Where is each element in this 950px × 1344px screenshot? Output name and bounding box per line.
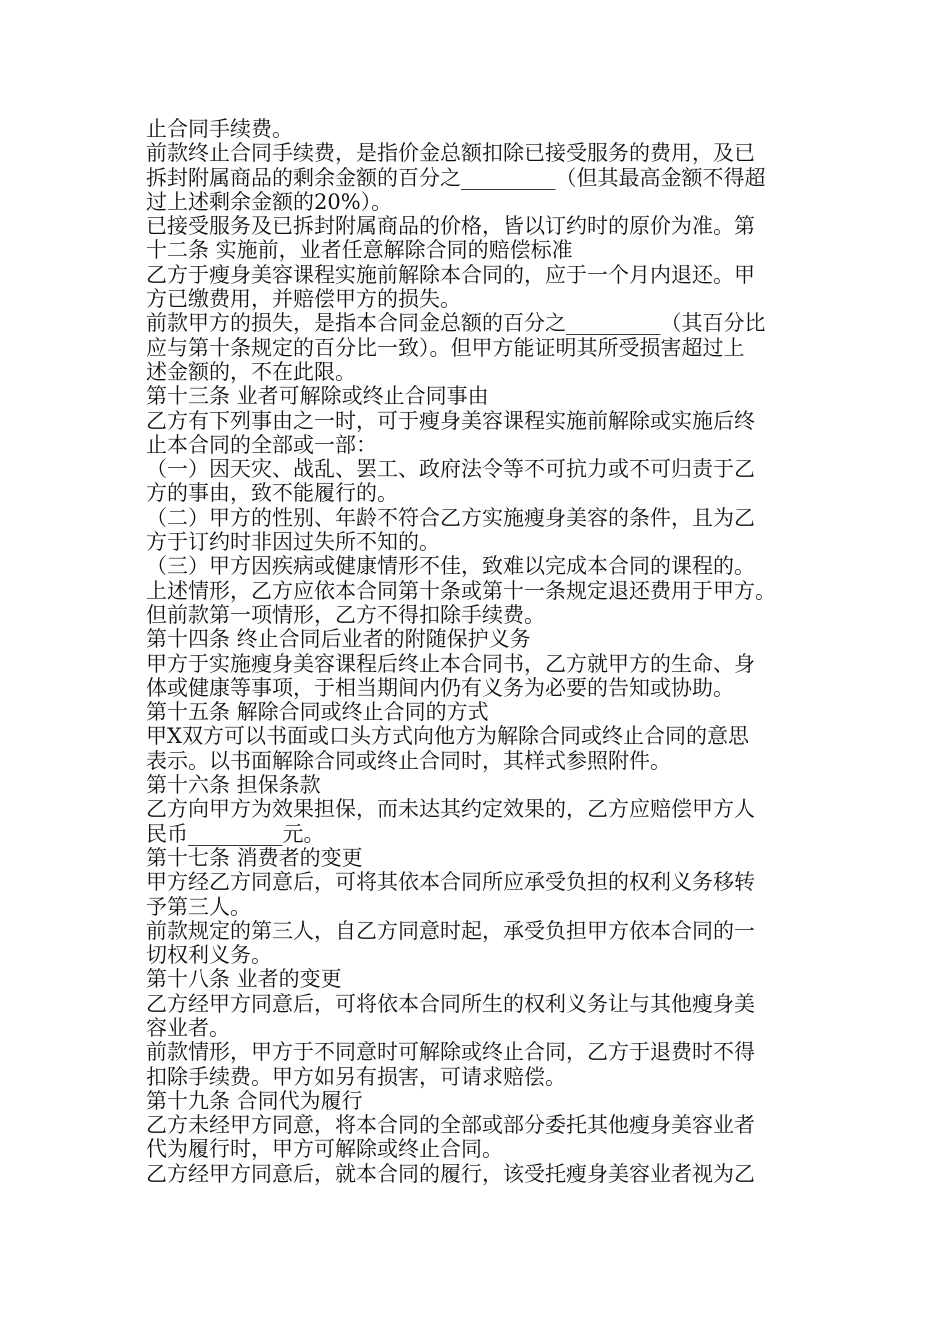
document-text-line: 方于订约时非因过失所不知的。 xyxy=(146,530,440,555)
document-text-line: 第十七条 消费者的变更 xyxy=(146,845,363,870)
document-text-line: 前款甲方的损失，是指本合同金总额的百分之_________（其百分比 xyxy=(146,311,766,336)
document-text-line: 前款规定的第三人，自乙方同意时起，承受负担甲方依本合同的一 xyxy=(146,918,755,943)
document-text-line: 第十九条 合同代为履行 xyxy=(146,1088,363,1113)
document-body xyxy=(146,117,822,1186)
document-text-line: 应与第十条规定的百分比一致）。但甲方能证明其所受损害超过上 xyxy=(146,335,745,360)
document-text-line: 予第三人。 xyxy=(146,894,251,919)
document-text-line: 方的事由，致不能履行的。 xyxy=(146,481,398,506)
document-text-line: 十二条 实施前，业者任意解除合同的赔偿标准 xyxy=(146,238,573,263)
document-text-line: 过上述剩余金额的20%）。 xyxy=(146,189,393,214)
document-text-line: 切权利义务。 xyxy=(146,943,272,968)
document-text-line: 方已缴费用，并赔偿甲方的损失。 xyxy=(146,287,461,312)
document-text-line: 乙方向甲方为效果担保，而未达其约定效果的，乙方应赔偿甲方人 xyxy=(146,797,755,822)
document-text-line: 扣除手续费。甲方如另有损害，可请求赔偿。 xyxy=(146,1064,566,1089)
document-text-line: 已接受服务及已拆封附属商品的价格，皆以订约时的原价为准。第 xyxy=(146,214,755,239)
document-text-line: 第十五条 解除合同或终止合同的方式 xyxy=(146,700,489,725)
document-text-line: 代为履行时，甲方可解除或终止合同。 xyxy=(146,1137,503,1162)
document-text-line: 止合同手续费。 xyxy=(146,117,293,141)
document-text-line: 乙方于瘦身美容课程实施前解除本合同的，应于一个月内退还。甲 xyxy=(146,262,755,287)
document-text-line: 甲方于实施瘦身美容课程后终止本合同书，乙方就甲方的生命、身 xyxy=(146,651,755,676)
document-text-line: 乙方未经甲方同意，将本合同的全部或部分委托其他瘦身美容业者 xyxy=(146,1113,755,1138)
document-text-line: 拆封附属商品的剩余金额的百分之_________（但其最高金额不得超 xyxy=(146,165,766,190)
document-text-line: （一）因天灾、战乱、罢工、政府法令等不可抗力或不可归责于乙 xyxy=(146,457,755,482)
document-text-line: 述金额的，不在此限。 xyxy=(146,359,356,384)
document-text-line: （二）甲方的性别、年龄不符合乙方实施瘦身美容的条件，且为乙 xyxy=(146,505,755,530)
document-text-line: 前款情形，甲方于不同意时可解除或终止合同，乙方于退费时不得 xyxy=(146,1040,755,1065)
document-text-line: 但前款第一项情形，乙方不得扣除手续费。 xyxy=(146,602,545,627)
document-text-line: 乙方有下列事由之一时，可于瘦身美容课程实施前解除或实施后终 xyxy=(146,408,755,433)
document-text-line: 乙方经甲方同意后，可将依本合同所生的权利义务让与其他瘦身美 xyxy=(146,991,755,1016)
document-text-line: 民币_________元。 xyxy=(146,821,325,846)
document-text-line: 第十八条 业者的变更 xyxy=(146,967,342,992)
document-text-line: 乙方经甲方同意后，就本合同的履行，该受托瘦身美容业者视为乙 xyxy=(146,1161,755,1186)
document-text-line: 表示。以书面解除合同或终止合同时，其样式参照附件。 xyxy=(146,748,671,773)
document-text-line: 止本合同的全部或一部： xyxy=(146,432,377,457)
document-text-line: 容业者。 xyxy=(146,1015,230,1040)
document-text-line: 体或健康等事项，于相当期间内仍有义务为必要的告知或协助。 xyxy=(146,675,734,700)
document-text-line: 甲X双方可以书面或口头方式向他方为解除合同或终止合同的意思 xyxy=(146,724,749,749)
document-text-line: 第十六条 担保条款 xyxy=(146,773,321,798)
document-text-line: 第十三条 业者可解除或终止合同事由 xyxy=(146,384,489,409)
document-text-line: 甲方经乙方同意后，可将其依本合同所应承受负担的权利义务移转 xyxy=(146,870,755,895)
document-text-line: 前款终止合同手续费，是指价金总额扣除已接受服务的费用，及已 xyxy=(146,141,755,166)
document-text-line: （三）甲方因疾病或健康情形不佳，致难以完成本合同的课程的。 xyxy=(146,554,755,579)
document-text-line: 上述情形，乙方应依本合同第十条或第十一条规定退还费用于甲方。 xyxy=(146,578,776,603)
document-text-line: 第十四条 终止合同后业者的附随保护义务 xyxy=(146,627,531,652)
